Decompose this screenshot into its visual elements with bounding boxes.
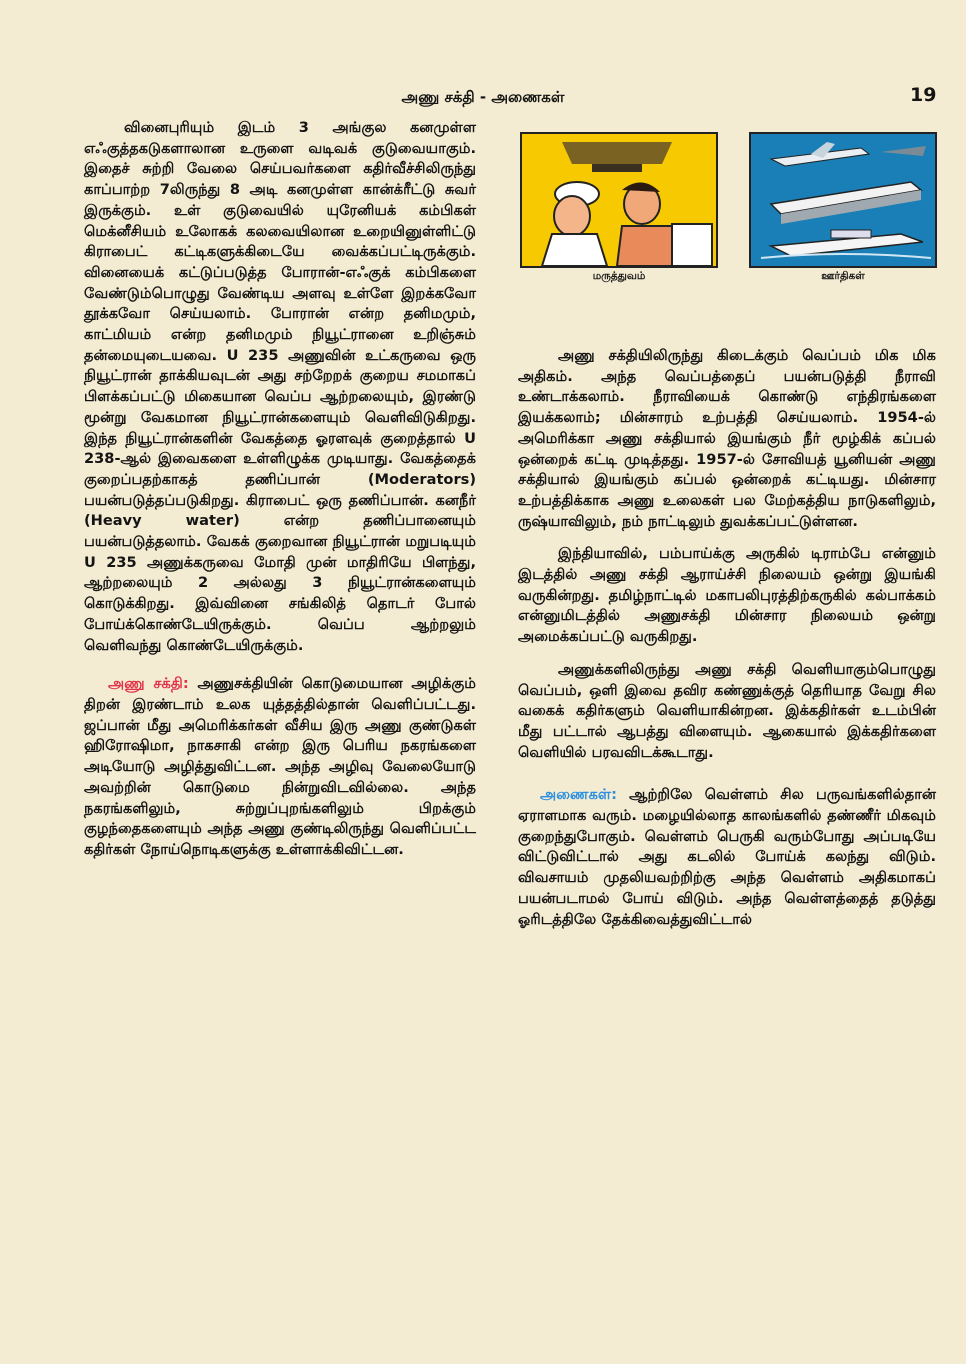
medical-caption: மருத்துவம் bbox=[592, 270, 646, 282]
section-heading-dams: அணைகள்: bbox=[540, 786, 617, 804]
dams-text: ஆற்றிலே வெள்ளம் சில பருவங்களில்தான் ஏராளமாக வரும். மழையில்லாத காலங்களில் தண்ணீர் மிகவும் குறைந்துபோகும். வெள்ளம் பெருகி வரும்போது அப்படியே விட்டுவிட்டால் அது கடலில் போய்க் கலந்து விடும். விவசாயம் முதலியவற்றிற்கு அந்த வெள்ளம் அதிகமாகப் பயன்படாமல் போய் விடும். அந்த வெள்ளத்தைத் தடுத்து ஓரிடத்திலே தேக்கிவைத்துவிட்டால் bbox=[518, 786, 936, 928]
page-header-title: அணு சக்தி - அணைகள் bbox=[401, 88, 565, 106]
right-paragraph-dams bbox=[518, 785, 936, 930]
left-paragraph-atom-power bbox=[84, 674, 476, 860]
right-column bbox=[518, 346, 936, 942]
medical-illustration bbox=[520, 132, 718, 268]
vehicles-illustration bbox=[749, 132, 937, 268]
right-paragraph-india: இந்தியாவில், பம்பாய்க்கு அருகில் டிராம்பே என்னும் இடத்தில் அணு சக்தி ஆராய்ச்சி நிலையம் ஒன்று இயங்கி வருகின்றது. தமிழ்நாட்டில் மகாபலிபுரத்திற்கருகில் கல்பாக்கம் என்னுமிடத்தில் அணுசக்தி மின்சார நிலையம் ஒன்று அமைக்கப்பட்டு வருகிறது. bbox=[518, 545, 936, 646]
section-heading-atom-power: அணு சக்தி: bbox=[108, 675, 189, 693]
atom-power-text: அணுசக்தியின் கொடுமையான அழிக்கும் திறன் இரண்டாம் உலக யுத்தத்தில்தான் வெளிப்பட்டது. ஜப்பான் மீது அமெரிக்கர்கள் வீசிய இரு அணு குண்டுகள் ஹிரோஷிமா, நாகசாகி என்ற இரு பெரிய நகரங்களை அடியோடு அழித்துவிட்டன. அந்த அழிவு வேலையோடு அவற்றின் கொடுமை நின்றுவிடவில்லை. அந்த நகரங்களிலும், சுற்றுப்புறங்களிலும் பிறக்கும் குழந்தைகளையும் அந்த அணு குண்டிலிருந்து வெளிப்பட்ட கதிர்கள் நோய்நொடிகளுக்கு உள்ளாக்கிவிட்டன. bbox=[84, 675, 476, 858]
left-column bbox=[84, 118, 476, 873]
right-paragraph-heat: அணு சக்தியிலிருந்து கிடைக்கும் வெப்பம் மிக மிக அதிகம். அந்த வெப்பத்தைப் பயன்படுத்தி நீராவி உண்டாக்கலாம். நீராவியைக் கொண்டு எந்திரங்களை இயக்கலாம்; மின்சாரம் உற்பத்தி செய்யலாம். 1954-ல் அமெரிக்கா அணு சக்தியால் இயங்கும் நீர் மூழ்கிக் கப்பல் ஒன்றைக் கட்டி முடித்தது. 1957-ல் சோவியத் யூனியன் அணு சக்தியால் இயங்கும் கப்பல் ஒன்றைக் கட்டியது. மின்சார உற்பத்திக்காக அணு உலைகள் பல மேற்கத்திய நாடுகளிலும், ருஷ்யாவிலும், நம் நாட்டிலும் துவக்கப்பட்டுள்ளன. bbox=[518, 347, 936, 530]
vehicles-caption: ஊர்திகள் bbox=[821, 270, 865, 282]
left-paragraph-reactor: வினைபுரியும் இடம் 3 அங்குல கனமுள்ள எஃகுத்தகடுகளாலான உருளை வடிவக் குடுவையாகும். இதைச் சுற்றி வேலை செய்பவர்களை கதிர்வீச்சிலிருந்து காப்பாற்ற 7லிருந்து 8 அடி கனமுள்ள கான்க்ரீட்டு சுவர் இருக்கும். உள் குடுவையில் யுரேனியக் கம்பிகள் மெக்னீசியம் உலோகக் கலவையிலான உறையினுள்ளிட்டு கிராபைட் கட்டிகளுக்கிடையே வைக்கப்பட்டிருக்கும். வினையைக் கட்டுப்படுத்த போரான்-எஃகுக் கம்பிகளை வேண்டும்பொழுது வேண்டிய அளவு உள்ளே இறக்கவோ தூக்கவோ செய்யலாம். போரான் என்ற தனிமமும், காட்மியம் என்ற தனிமமும் நியூட்ரானை உறிஞ்சும் தன்மையுடையவை. U 235 அணுவின் உட்கருவை ஒரு நியூட்ரான் தாக்கியவுடன் அது சற்றேறக் குறைய சமமாகப் பிளக்கப்பட்டு மிகையான வெப்ப ஆற்றலையும், இரண்டு மூன்று வேகமான நியூட்ரான்களையும் வெளிவிடுகிறது. இந்த நியூட்ரான்களின் வேகத்தை ஓரளவுக் குறைத்தால் U 238-ஆல் இவைகளை உள்ளிழுக்க முடியாது. வேகத்தைக் குறைப்பதற்காகத் தணிப்பான் (Moderators) பயன்படுத்தப்படுகிறது. கிராபைட் ஒரு தணிப்பான். கனநீர் (Heavy water) என்ற தணிப்பானையும் பயன்படுத்தலாம். வேகக் குறைவான நியூட்ரான் மறுபடியும் U 235 அணுக்கருவை மோதி முன் மாதிரியே பிளந்து, ஆற்றலையும் 2 அல்லது 3 நியூட்ரான்களையும் கொடுக்கிறது. இவ்வினை சங்கிலித் தொடர் போல் போய்க்கொண்டேயிருக்கும். வெப்ப ஆற்றலும் வெளிவந்து கொண்டேயிருக்கும். bbox=[84, 119, 476, 654]
right-paragraph-rays: அணுக்களிலிருந்து அணு சக்தி வெளியாகும்பொழுது வெப்பம், ஒளி இவை தவிர கண்ணுக்குத் தெரியாத வேறு சில வகைக் கதிர்களும் வெளியாகின்றன. இக்கதிர்கள் உடம்பின் மீது பட்டால் ஆபத்து விளையும். ஆகையால் இக்கதிர்களை வெளியில் பரவவிடக்கூடாது. bbox=[518, 660, 936, 761]
page-number: 19 bbox=[910, 84, 937, 106]
